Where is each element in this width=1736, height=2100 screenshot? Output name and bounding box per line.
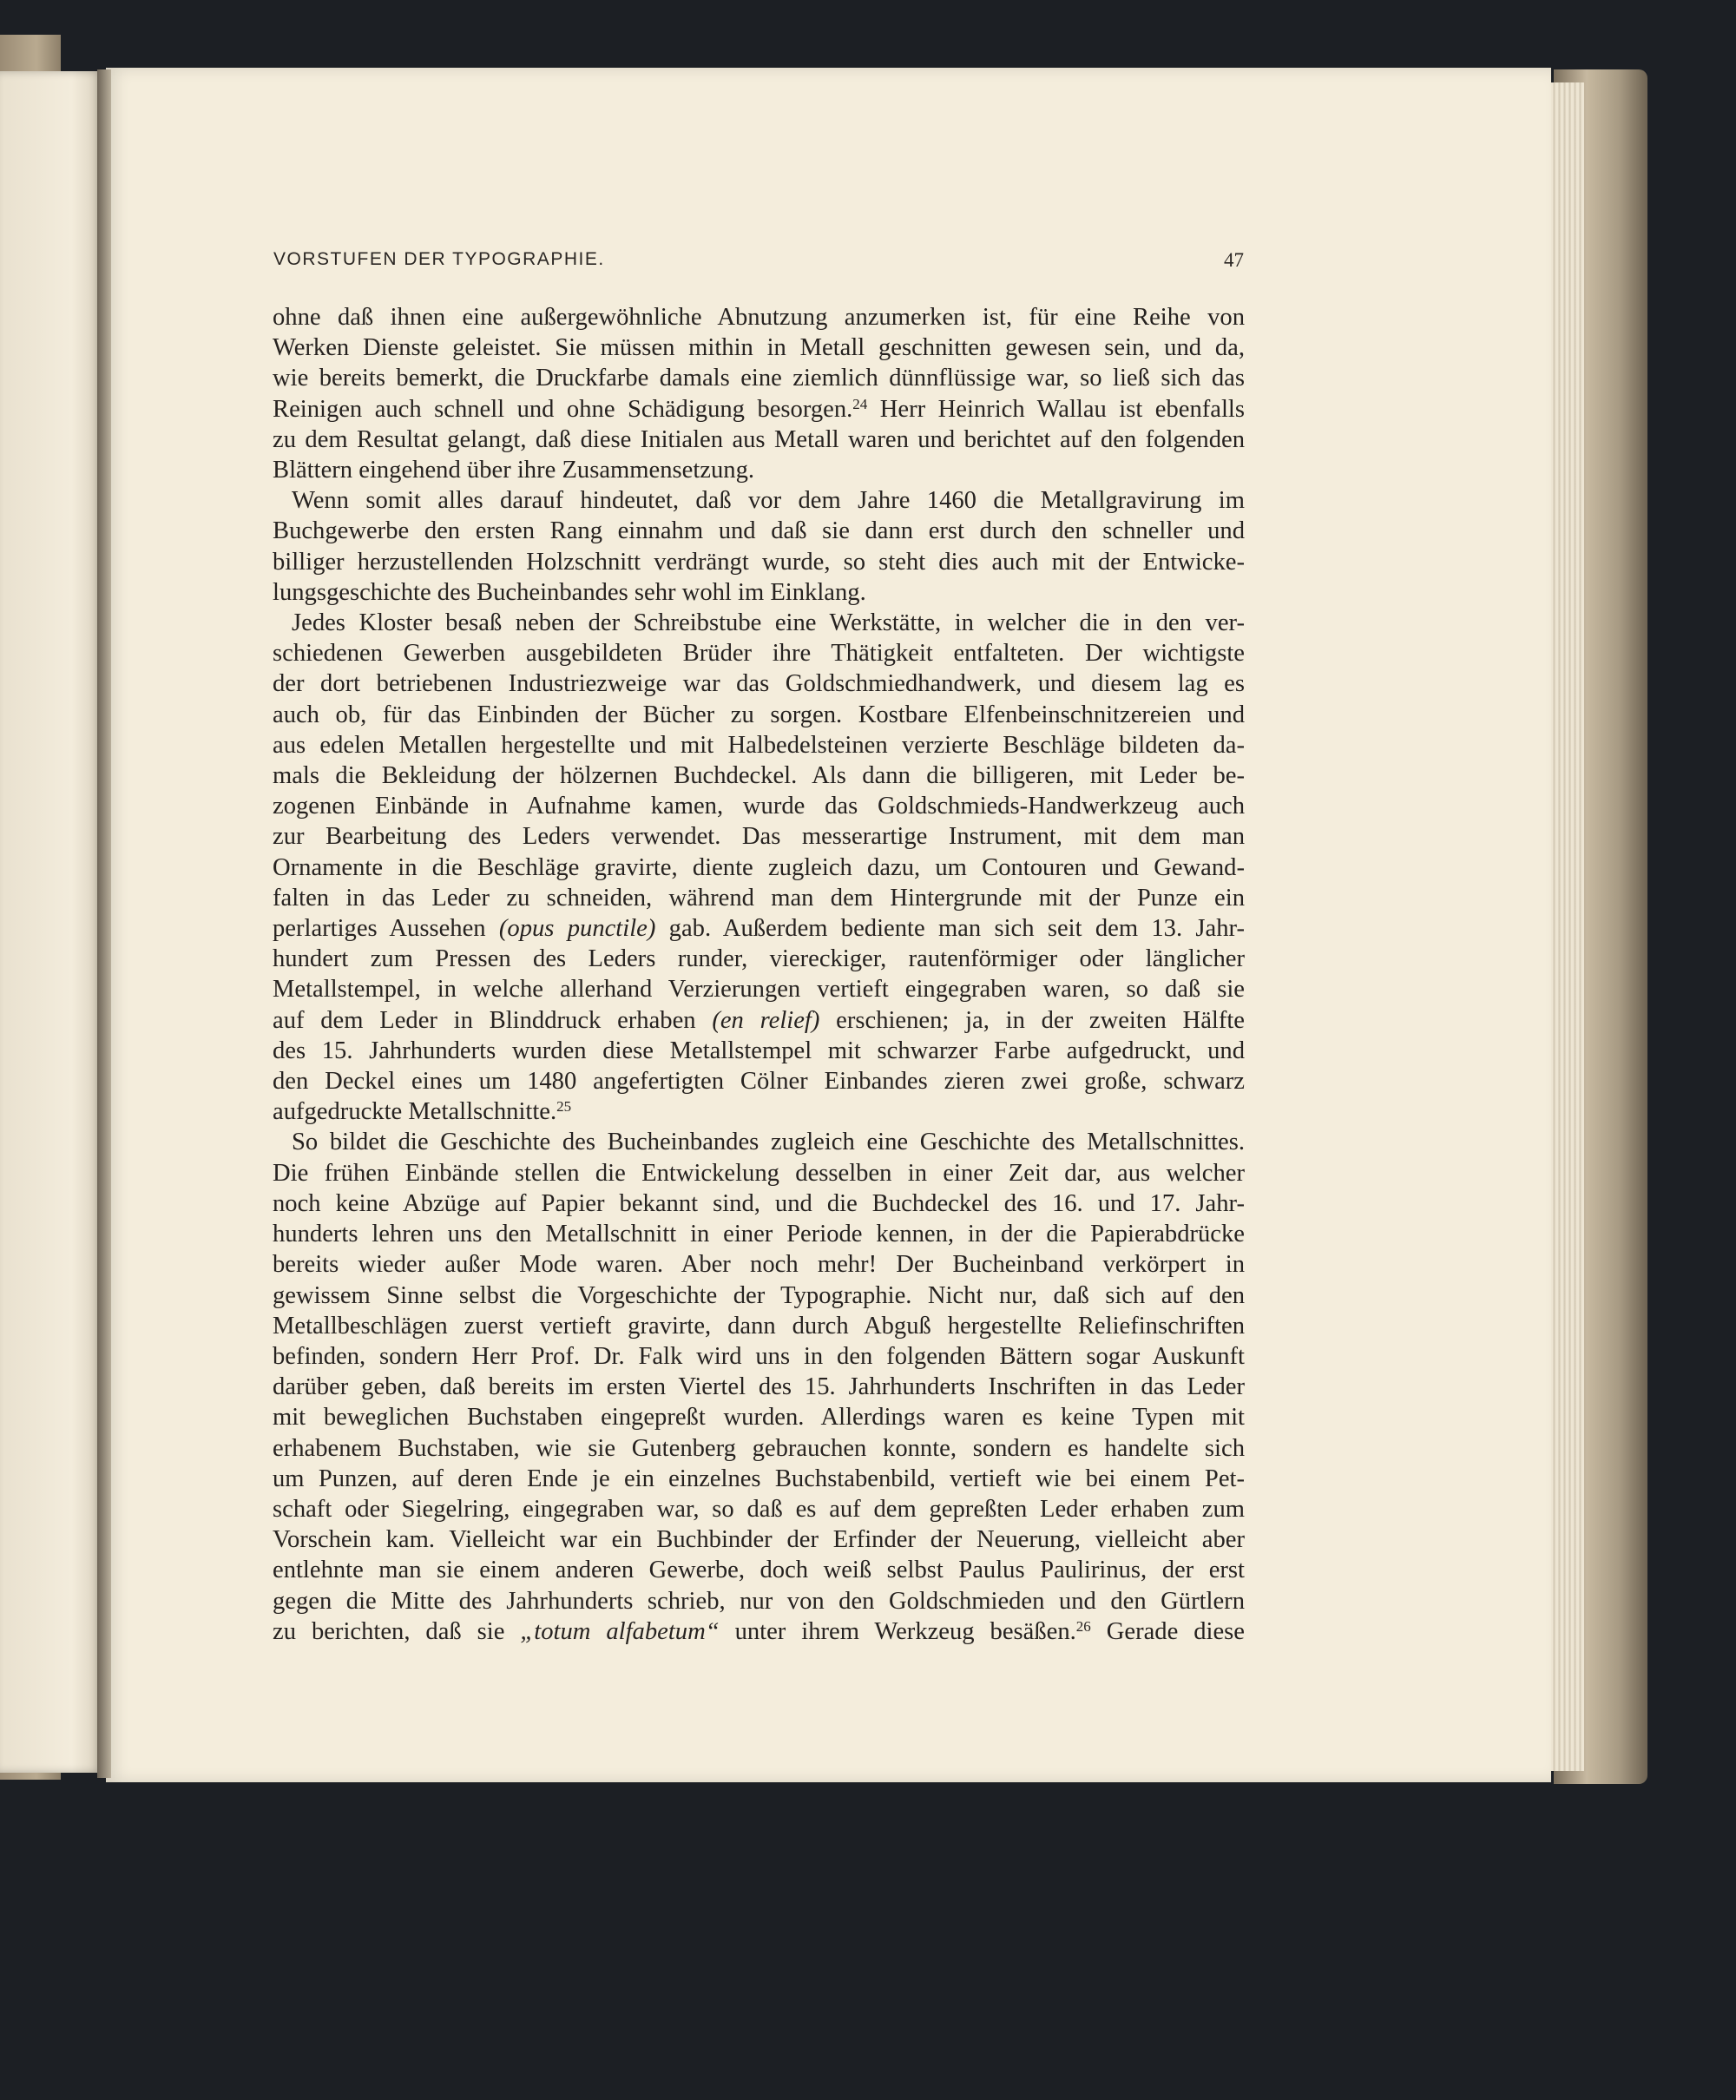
text-line: So bildet die Geschichte des Bucheinbandes zugleich eine Geschichte des Metallschnittes. — [292, 1129, 1245, 1156]
text-line — [273, 1005, 1245, 1036]
text-line: wie bereits bemerkt, die Druckfarbe damals eine ziemlich dünnflüssige war, so ließ sich das — [273, 365, 1245, 392]
page-number: 47 — [1224, 249, 1244, 271]
text-line: erhabenem Buchstaben, wie sie Gutenberg gebrauchen konnte, sondern es handelte sich — [273, 1434, 1245, 1462]
text-segment: aufgedruckte Metallschnitte. — [273, 1098, 557, 1126]
text-line: Buchgewerbe den ersten Rang einnahm und daß sie dann erst durch den schneller und — [273, 517, 1245, 545]
body-text — [273, 302, 1245, 1647]
text-line: der dort betriebenen Industriezweige war das Goldschmiedhandwerk, und diesem lag es — [273, 670, 1245, 698]
footnote-ref: 24 — [852, 395, 868, 412]
text-line — [273, 394, 1245, 425]
running-head — [273, 249, 1244, 280]
text-segment: perlartiges Aussehen — [273, 915, 486, 943]
text-line: Werken Dienste geleistet. Sie müssen mithin in Metall geschnitten gewesen sein, und da, — [273, 334, 1245, 362]
footnote-ref: 25 — [556, 1098, 572, 1116]
text-line: noch keine Abzüge auf Papier bekannt sind, und die Buchdeckel des 16. und 17. Jahr- — [273, 1189, 1245, 1217]
footnote-ref: 26 — [1075, 1617, 1091, 1635]
text-line: gegen die Mitte des Jahrhunderts schrieb, nur von den Goldschmieden und den Gürtlern — [273, 1587, 1245, 1615]
text-line: lungsgeschichte des Bucheinbandes sehr wohl im Einklang. — [273, 578, 866, 606]
italic-phrase: (en relief) — [712, 1006, 820, 1034]
text-segment: erschienen; ja, in der zweiten Hälfte — [819, 1006, 1245, 1034]
text-line: billiger herzustellenden Holzschnitt verdrängt wurde, so steht dies auch mit der Entwicke- — [273, 548, 1245, 576]
text-line: bereits wieder außer Mode waren. Aber noch mehr! Der Bucheinband verkörpert in — [273, 1251, 1245, 1279]
italic-phrase: (opus punctile) — [498, 915, 656, 943]
text-line: schaft oder Siegelring, eingegraben war, so daß es auf dem gepreßten Leder erhaben zum — [273, 1495, 1245, 1523]
text-line: ohne daß ihnen eine außergewöhnliche Abnutzung anzumerken ist, für eine Reihe von — [273, 304, 1245, 331]
text-segment: Reinigen auch schnell und ohne Schädigung besorgen. — [273, 395, 853, 423]
text-line — [273, 1616, 1245, 1647]
text-line: zur Bearbeitung des Leders verwendet. Das messerartige Instrument, mit dem man — [273, 823, 1245, 851]
text-line: darüber geben, daß bereits im ersten Viertel des 15. Jahrhunderts Inschriften in das Leder — [273, 1373, 1245, 1401]
text-line: Ornamente in die Beschläge gravirte, diente zugleich dazu, um Contouren und Gewand- — [273, 853, 1245, 881]
text-line: den Deckel eines um 1480 angefertigten Cölner Einbandes zieren zwei große, schwarz — [273, 1068, 1245, 1096]
text-line: zogenen Einbände in Aufnahme kamen, wurde das Goldschmieds-Handwerkzeug auch — [273, 793, 1245, 820]
text-line: befinden, sondern Herr Prof. Dr. Falk wird uns in den folgenden Bättern sogar Auskunft — [273, 1342, 1245, 1370]
text-line: des 15. Jahrhunderts wurden diese Metallstempel mit schwarzer Farbe aufgedruckt, und — [273, 1037, 1245, 1064]
text-line: aus edelen Metallen hergestellte und mit Halbedelsteinen verzierte Beschläge bildeten da- — [273, 731, 1245, 759]
text-line: hunderts lehren uns den Metallschnitt in einer Periode kennen, in der die Papierabdrücke — [273, 1221, 1245, 1248]
italic-phrase: „totum alfabetum“ — [520, 1617, 720, 1645]
text-line: hundert zum Pressen des Leders runder, viereckiger, rautenförmiger oder länglicher — [273, 945, 1245, 973]
text-line — [273, 1096, 1245, 1127]
text-line: schiedenen Gewerben ausgebildeten Brüder ihre Thätigkeit entfalteten. Der wichtigste — [273, 640, 1245, 668]
text-line: entlehnte man sie einem anderen Gewerbe, doch weiß selbst Paulus Paulirinus, der erst — [273, 1557, 1245, 1584]
text-line: Vorschein kam. Vielleicht war ein Buchbinder der Erfinder der Neuerung, vielleicht aber — [273, 1526, 1245, 1554]
text-line: Jedes Kloster besaß neben der Schreibstube eine Werkstätte, in welcher die in den ver- — [292, 609, 1245, 637]
text-line: Die frühen Einbände stellen die Entwickelung desselben in einer Zeit dar, aus welcher — [273, 1159, 1245, 1187]
text-segment: auf dem Leder in Blinddruck erhaben — [273, 1006, 696, 1034]
text-line: Metallstempel, in welche allerhand Verzierungen vertieft eingegraben waren, so daß sie — [273, 976, 1245, 1004]
text-line: falten in das Leder zu schneiden, während man dem Hintergrunde mit der Punze ein — [273, 884, 1245, 912]
text-line: Wenn somit alles darauf hindeutet, daß vor dem Jahre 1460 die Metallgravirung im — [292, 487, 1245, 515]
text-line: Metallbeschlägen zuerst vertieft gravirte, dann durch Abguß hergestellte Reliefinschriften — [273, 1312, 1245, 1340]
text-segment: Herr Heinrich Wallau ist ebenfalls — [867, 395, 1245, 423]
text-line: Blättern eingehend über ihre Zusammensetzung. — [273, 457, 755, 484]
text-line: auch ob, für das Einbinden der Bücher zu sorgen. Kostbare Elfenbeinschnitzereien und — [273, 701, 1245, 728]
running-title: VORSTUFEN DER TYPOGRAPHIE. — [273, 249, 605, 269]
text-line: zu dem Resultat gelangt, daß diese Initialen aus Metall waren und berichtet auf den folgenden — [273, 425, 1245, 453]
text-segment: Gerade diese — [1090, 1617, 1245, 1645]
text-line: mit beweglichen Buchstaben eingepreßt wurden. Allerdings waren es keine Typen mit — [273, 1404, 1245, 1432]
left-page-edge — [0, 71, 102, 1773]
text-line: gewissem Sinne selbst die Vorgeschichte der Typographie. Nicht nur, daß sich auf den — [273, 1281, 1245, 1309]
text-line — [273, 913, 1245, 944]
text-line: mals die Bekleidung der hölzernen Buchdeckel. Als dann die billigeren, mit Leder be- — [273, 762, 1245, 790]
book-gutter — [97, 69, 111, 1778]
text-line: um Punzen, auf deren Ende je ein einzelnes Buchstabenbild, vertieft wie bei einem Pet- — [273, 1465, 1245, 1492]
text-segment: gab. Außerdem bediente man sich seit dem 13. Jahr- — [655, 915, 1245, 943]
text-segment: zu berichten, daß sie — [273, 1617, 505, 1645]
text-segment: unter ihrem Werkzeug besäßen. — [719, 1617, 1076, 1645]
